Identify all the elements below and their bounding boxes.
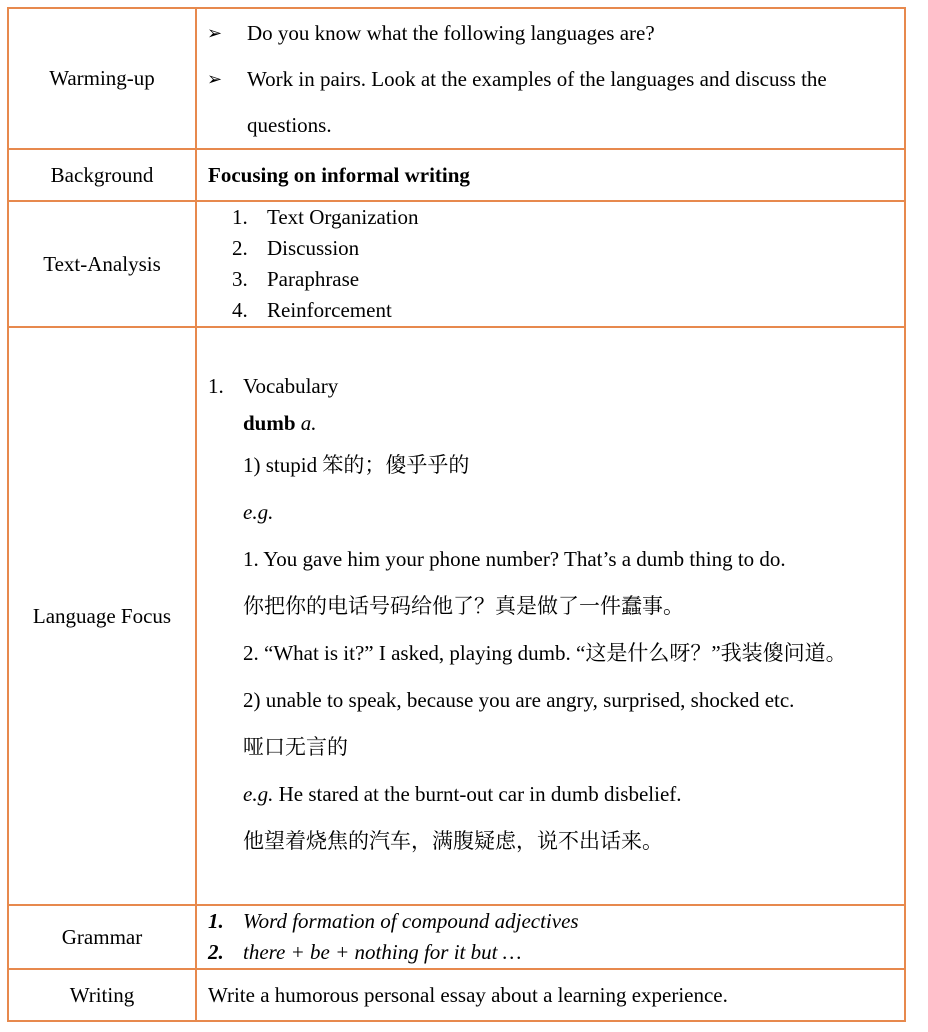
sense-2: 2) unable to speak, because you are angry, surprised, shocked etc. [243, 687, 795, 712]
grammar-list [197, 906, 904, 968]
example-3-zh: 他望着烧焦的汽车，满腹疑虑，说不出话来。 [243, 828, 663, 853]
arrow-bullet-icon: ➢ [207, 68, 223, 89]
sense-2-zh: 哑口无言的 [243, 734, 348, 759]
eg-label: e.g. [243, 499, 274, 524]
list-number: 1. [208, 909, 224, 933]
list-item [208, 906, 904, 937]
list-item [232, 264, 904, 295]
sense-1: 1) stupid 笨的；傻乎乎的 [243, 452, 470, 477]
text-analysis-list [197, 202, 904, 326]
warmup-item-text: Work in pairs. Look at the examples of the languages and discuss the questions. [247, 66, 827, 137]
lesson-plan-table [7, 7, 906, 1022]
headword: dumb [243, 410, 296, 435]
vocabulary-heading [208, 368, 904, 404]
content-text-analysis [196, 201, 905, 327]
row-text-analysis [8, 201, 905, 327]
list-text: Word formation of compound adjectives [243, 909, 579, 933]
row-writing [8, 969, 905, 1021]
list-number: 3. [232, 267, 248, 291]
label-text-analysis: Text-Analysis [8, 201, 196, 327]
list-text: Paraphrase [267, 267, 360, 291]
warmup-item [207, 56, 904, 148]
warmup-list [197, 10, 904, 148]
list-item [208, 937, 904, 968]
list-item [232, 202, 904, 233]
list-number: 2. [208, 940, 224, 964]
content-language-focus [196, 327, 905, 905]
list-number: 2. [232, 236, 248, 260]
content-background [196, 149, 905, 201]
example-2: 2. “What is it?” I asked, playing dumb. “这是什么呀？”我装傻问道。 [243, 640, 847, 665]
content-warming-up [196, 8, 905, 149]
arrow-bullet-icon: ➢ [207, 22, 223, 43]
vocabulary-block [197, 368, 904, 865]
label-warming-up: Warming-up [8, 8, 196, 149]
row-language-focus [8, 327, 905, 905]
list-number: 1. [208, 373, 224, 398]
background-text: Focusing on informal writing [208, 162, 470, 187]
writing-text: Write a humorous personal essay about a learning experience. [208, 982, 728, 1007]
content-writing [196, 969, 905, 1021]
label-grammar: Grammar [8, 905, 196, 969]
content-grammar [196, 905, 905, 969]
list-number: 4. [232, 298, 248, 322]
list-text: there + be + nothing for it but … [243, 940, 522, 964]
eg-label: e.g. [243, 781, 274, 806]
label-background: Background [8, 149, 196, 201]
row-grammar [8, 905, 905, 969]
row-warming-up [8, 8, 905, 149]
example-1-en: 1. You gave him your phone number? That’s a dumb thing to do. [243, 546, 786, 571]
list-number: 1. [232, 205, 248, 229]
label-language-focus: Language Focus [8, 327, 196, 905]
list-text: Text Organization [267, 205, 419, 229]
example-1-zh: 你把你的电话号码给他了？真是做了一件蠢事。 [243, 593, 684, 618]
headword-line [243, 404, 890, 442]
list-text: Discussion [267, 236, 360, 260]
warmup-item [207, 10, 904, 56]
vocabulary-body [208, 404, 904, 865]
list-text: Reinforcement [267, 298, 392, 322]
list-item [232, 295, 904, 326]
row-background [8, 149, 905, 201]
example-3-en: He stared at the burnt-out car in dumb disbelief. [273, 781, 682, 806]
part-of-speech: a. [300, 410, 317, 435]
warmup-item-text: Do you know what the following languages are? [247, 20, 655, 45]
label-writing: Writing [8, 969, 196, 1021]
list-item [232, 233, 904, 264]
vocabulary-title: Vocabulary [243, 373, 339, 398]
example-3-en-line [243, 771, 890, 818]
